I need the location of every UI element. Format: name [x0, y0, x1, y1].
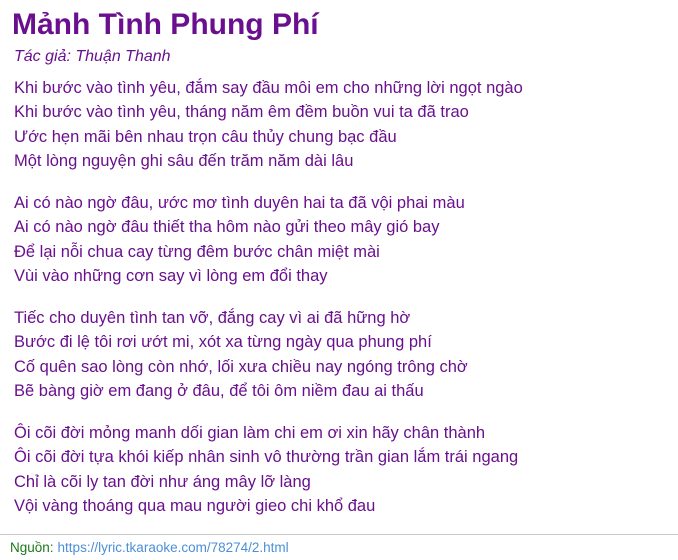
lyrics-body: [12, 76, 666, 518]
author-line: Tác giả: Thuận Thanh: [14, 48, 171, 65]
source-bar: [0, 534, 678, 560]
lyrics-line: Ai có nào ngờ đâu, ước mơ tình duyên hai ta đã vội phai màu: [14, 194, 465, 213]
lyrics-line: Ôi cõi đời tựa khói kiếp nhân sinh vô thường trần gian lắm trái ngang: [14, 448, 519, 467]
lyrics-line: Ai có nào ngờ đâu thiết tha hôm nào gửi theo mây gió bay: [14, 218, 440, 237]
lyrics-line: Để lại nỗi chua cay từng đêm bước chân miệt mài: [14, 242, 380, 261]
lyrics-stanza: [12, 191, 666, 288]
lyrics-line: Khi bước vào tình yêu, đắm say đầu môi em cho những lời ngọt ngào: [14, 79, 523, 98]
lyrics-stanza: [12, 306, 666, 403]
page-title: Mảnh Tình Phung Phí: [12, 8, 319, 41]
lyrics-line: Ôi cõi đời mỏng manh dối gian làm chi em ơi xin hãy chân thành: [14, 424, 486, 443]
lyrics-line: Chỉ là cõi ly tan đời như áng mây lỡ làng: [14, 472, 311, 491]
lyrics-line: Khi bước vào tình yêu, tháng năm êm đềm buồn vui ta đã trao: [14, 103, 469, 122]
lyrics-line: Bẽ bàng giờ em đang ở đâu, để tôi ôm niềm đau ai thấu: [14, 381, 424, 400]
lyrics-line: Vội vàng thoáng qua mau người gieo chi khổ đau: [14, 496, 376, 515]
lyrics-line: Tiếc cho duyên tình tan vỡ, đắng cay vì ai đã hững hờ: [14, 309, 411, 328]
lyrics-line: Ước hẹn mãi bên nhau trọn câu thủy chung bạc đầu: [14, 127, 397, 146]
source-link[interactable]: https://lyric.tkaraoke.com/78274/2.html: [57, 540, 289, 555]
lyrics-line: Vùi vào những cơn say vì lòng em đổi thay: [14, 266, 328, 285]
source-label: Nguồn:: [10, 540, 54, 555]
lyrics-line: Một lòng nguyện ghi sâu đến trăm năm dài lâu: [14, 151, 354, 170]
lyrics-stanza: [12, 421, 666, 518]
lyrics-stanza: [12, 76, 666, 173]
lyrics-line: Bước đi lệ tôi rơi ướt mi, xót xa từng ngày qua phung phí: [14, 333, 432, 352]
lyrics-line: Cố quên sao lòng còn nhớ, lối xưa chiều nay ngóng trông chờ: [14, 357, 468, 376]
